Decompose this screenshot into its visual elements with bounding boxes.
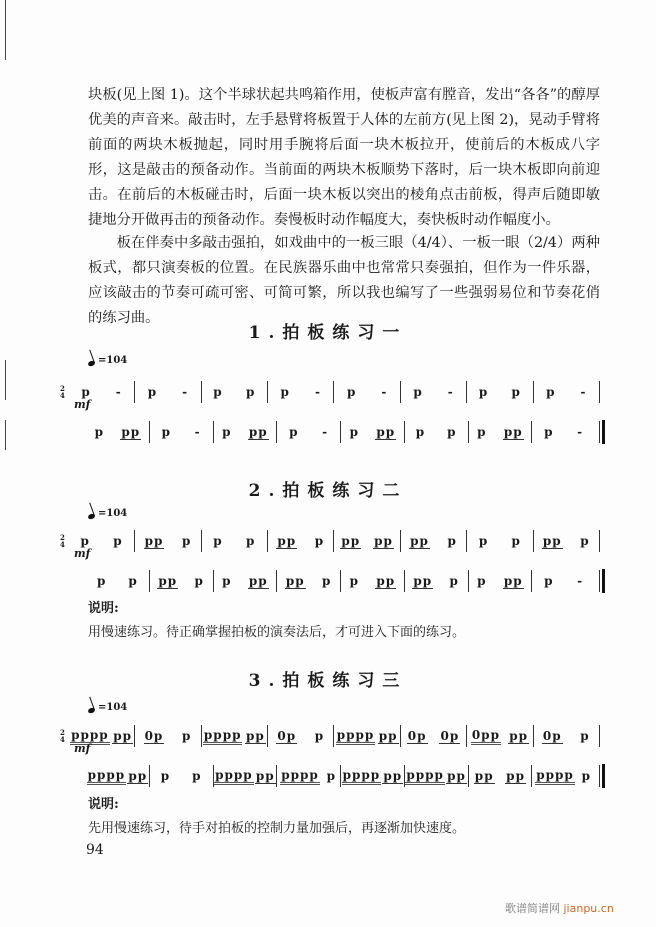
beat: - [322,425,329,439]
beat: 0pp [471,728,501,745]
beat: p [161,425,171,439]
beat: 0p [440,728,460,743]
body-paragraph-1: 块板(见上图 1)。这个半球状起共鸣箱作用，使板声富有膛音，发出“各各”的醇厚优美的声音来。敲击时，左手悬臂将板置于人体的左前方(见上图 2)，晃动手臂将前面的两块木板抛起，同时用手腕将后面一块木板拉开，使前后的木板成八字形，这是敲击的预备动作。当前面的两块木板顺势下落时，后一块木板即向前迎击。在前后的木板碰击时，后面一块木板以突出的棱角点击前板，得声后随即敏捷地分开做再击的预备动作。奏慢板时动作幅度大，奏快板时动作幅度小。 [88,87,600,228]
beat: pp [509,728,528,743]
beat: p [478,534,489,548]
beat: p [192,769,202,783]
beat: pppp [342,768,382,785]
measure [214,766,277,786]
scan-edge-line [5,420,6,450]
beat: p [96,574,107,588]
beat: p [289,425,299,439]
beat: p [349,574,360,588]
beat: pp [506,768,525,783]
beat: - [577,574,584,588]
instruction-text: 用慢速练习。待正确掌握拍板的演奏法后，才可进入下面的练习。 [88,625,466,640]
beat: - [577,425,584,439]
beat: pp [503,424,523,439]
scan-edge-line [5,360,6,400]
notation-row [60,726,600,746]
beat: p [81,385,91,399]
measure [135,531,200,551]
beat: pp [248,424,268,439]
measure [341,571,404,591]
beat: p [580,729,590,743]
watermark-cn: 歌谱简谱网 [505,902,560,915]
measure [469,571,532,591]
dynamic-marking: mf [74,742,91,755]
time-signature-bottom: 4 [60,391,65,400]
tempo-value: =104 [98,508,128,519]
measure [401,382,466,402]
beat: p [478,385,489,399]
beat: pp [128,768,148,783]
measure [467,531,532,551]
beat: pp [158,573,178,588]
beat: p [181,729,192,743]
beat: - [115,385,122,399]
body-paragraph-2: 板在伴奏中多敲击强拍，如戏曲中的一板三眼（4/4）、一板一眼（2/4）两种板式，都只演奏板的位置。在民族器乐曲中也常常只奏强拍，但作为一件乐器，应该敲击的节奏可疏可密、可简可繁，所以我也编写了一些强弱易位和节奏花俏的练习曲。 [88,235,600,326]
beat: pp [277,533,297,548]
beat: pp [121,424,141,439]
beat: pp [447,768,466,783]
measure [268,726,333,746]
beat: pp [410,533,429,548]
barline [599,530,600,552]
watermark [505,900,614,916]
measure [341,766,404,786]
beat: p [280,385,290,399]
beat: p [245,385,256,399]
beat: pp [474,768,494,783]
measure [532,571,595,591]
beat: p [511,385,521,399]
beat: pppp [336,728,376,745]
time-signature [60,534,65,548]
tempo-value: =104 [98,355,128,366]
beat: - [194,425,201,439]
beat: 0p [407,728,427,743]
exercise-title: 1.拍板练习一 [248,323,408,343]
tempo-marking [88,508,127,519]
beat: p [477,425,487,439]
beat: - [447,385,454,399]
measure [135,382,200,402]
beat: p [94,425,105,439]
time-signature [60,729,65,743]
beat: pp [255,768,275,783]
measure [214,422,277,442]
beat: p [326,769,337,783]
page-number: 94 [86,842,104,858]
beat: pp [248,573,268,588]
barline [599,725,600,747]
notation-row [86,766,600,786]
beat: p [321,574,332,588]
time-signature-top: 2 [60,533,65,542]
measure [532,766,595,786]
measure [202,382,267,402]
measure [86,422,149,442]
beat: p [447,425,457,439]
beat: pppp [535,768,575,785]
dynamic-marking: mf [74,398,91,411]
beat: - [314,385,321,399]
beat: 0p [144,728,164,743]
measure [277,422,340,442]
instruction-label: 说明: [88,601,119,616]
beat: pp [113,728,132,743]
beat: pppp [214,768,254,785]
beat: pp [376,573,396,588]
beat: pppp [70,728,110,745]
time-signature-bottom: 4 [60,540,65,549]
measure [334,726,399,746]
beat: p [546,385,556,399]
notation-row [86,571,600,591]
beat: pp [144,533,164,548]
beat: p [245,534,256,548]
measure [532,422,595,442]
instruction-label: 说明: [88,797,119,812]
beat: pp [341,533,361,548]
quarter-note-icon [87,707,95,714]
notation-row [60,531,600,551]
instruction-text: 先用慢速练习，待手对拍板的控制力量加强后，再逐渐加快速度。 [88,821,466,836]
beat: pppp [405,768,445,785]
beat: p [181,534,192,548]
beat: pp [383,768,403,783]
measure [467,726,532,746]
beat: pp [413,573,433,588]
measure [534,382,599,402]
beat: p [413,385,423,399]
measure [268,382,333,402]
beat: p [113,534,123,548]
beat: p [581,769,592,783]
beat: p [213,534,223,548]
measure [202,531,267,551]
beat: p [194,574,204,588]
time-signature [60,385,65,399]
tempo-marking [88,702,127,713]
measure [86,571,149,591]
final-barline [599,765,600,787]
measure [341,422,404,442]
time-signature-top: 2 [60,384,65,393]
measure [534,531,599,551]
beat: p [415,425,426,439]
beat: pppp [87,768,127,785]
exercise-title: 3.拍板练习三 [248,671,408,691]
measure [405,766,468,786]
scan-edge-line [5,0,6,60]
measure [467,382,532,402]
beat: p [222,425,232,439]
beat: p [580,534,590,548]
tempo-value: =104 [98,702,128,713]
tempo-marking [88,355,127,366]
quarter-note-icon [87,360,95,367]
beat: 0p [542,728,562,743]
beat: p [314,729,325,743]
measure [135,726,200,746]
time-signature-top: 2 [60,728,65,737]
beat: p [147,385,158,399]
beat: - [381,385,388,399]
beat: p [222,574,232,588]
beat: pppp [280,768,320,785]
measure [214,571,277,591]
beat: p [314,534,325,548]
beat: p [544,574,554,588]
measure [469,422,532,442]
measure [405,571,468,591]
beat: p [477,574,487,588]
final-barline [599,570,600,592]
measure [150,422,213,442]
measure [401,726,466,746]
beat: p [447,534,457,548]
beat: pppp [203,728,243,745]
beat: pp [376,424,396,439]
beat: p [346,385,357,399]
measure [277,571,340,591]
beat: - [182,385,189,399]
time-signature-bottom: 4 [60,735,65,744]
beat: pp [503,573,523,588]
quarter-note-icon [87,513,95,520]
measure [334,382,399,402]
beat: p [511,534,521,548]
notation-row [60,382,600,402]
beat: p [128,574,138,588]
beat: p [160,769,171,783]
beat: p [80,534,90,548]
measure [150,571,213,591]
beat: - [580,385,587,399]
beat: p [349,425,360,439]
beat: pp [542,533,562,548]
measure [86,766,149,786]
dynamic-marking: mf [74,547,91,560]
measure [150,766,213,786]
measure [401,531,466,551]
notation-row [86,422,600,442]
exercise-title: 2.拍板练习二 [248,481,408,501]
measure [277,766,340,786]
measure [469,766,532,786]
final-barline [599,421,600,443]
watermark-url: jianpu.cn [563,902,614,915]
beat: p [213,385,223,399]
measure [334,531,399,551]
beat: p [449,574,459,588]
beat: pp [285,573,305,588]
beat: pp [374,533,393,548]
measure [202,726,267,746]
beat: 0p [277,728,297,743]
beat: pp [245,728,265,743]
measure [534,726,599,746]
barline [599,381,600,403]
beat: pp [378,728,398,743]
measure [268,531,333,551]
measure [405,422,468,442]
beat: p [544,425,554,439]
